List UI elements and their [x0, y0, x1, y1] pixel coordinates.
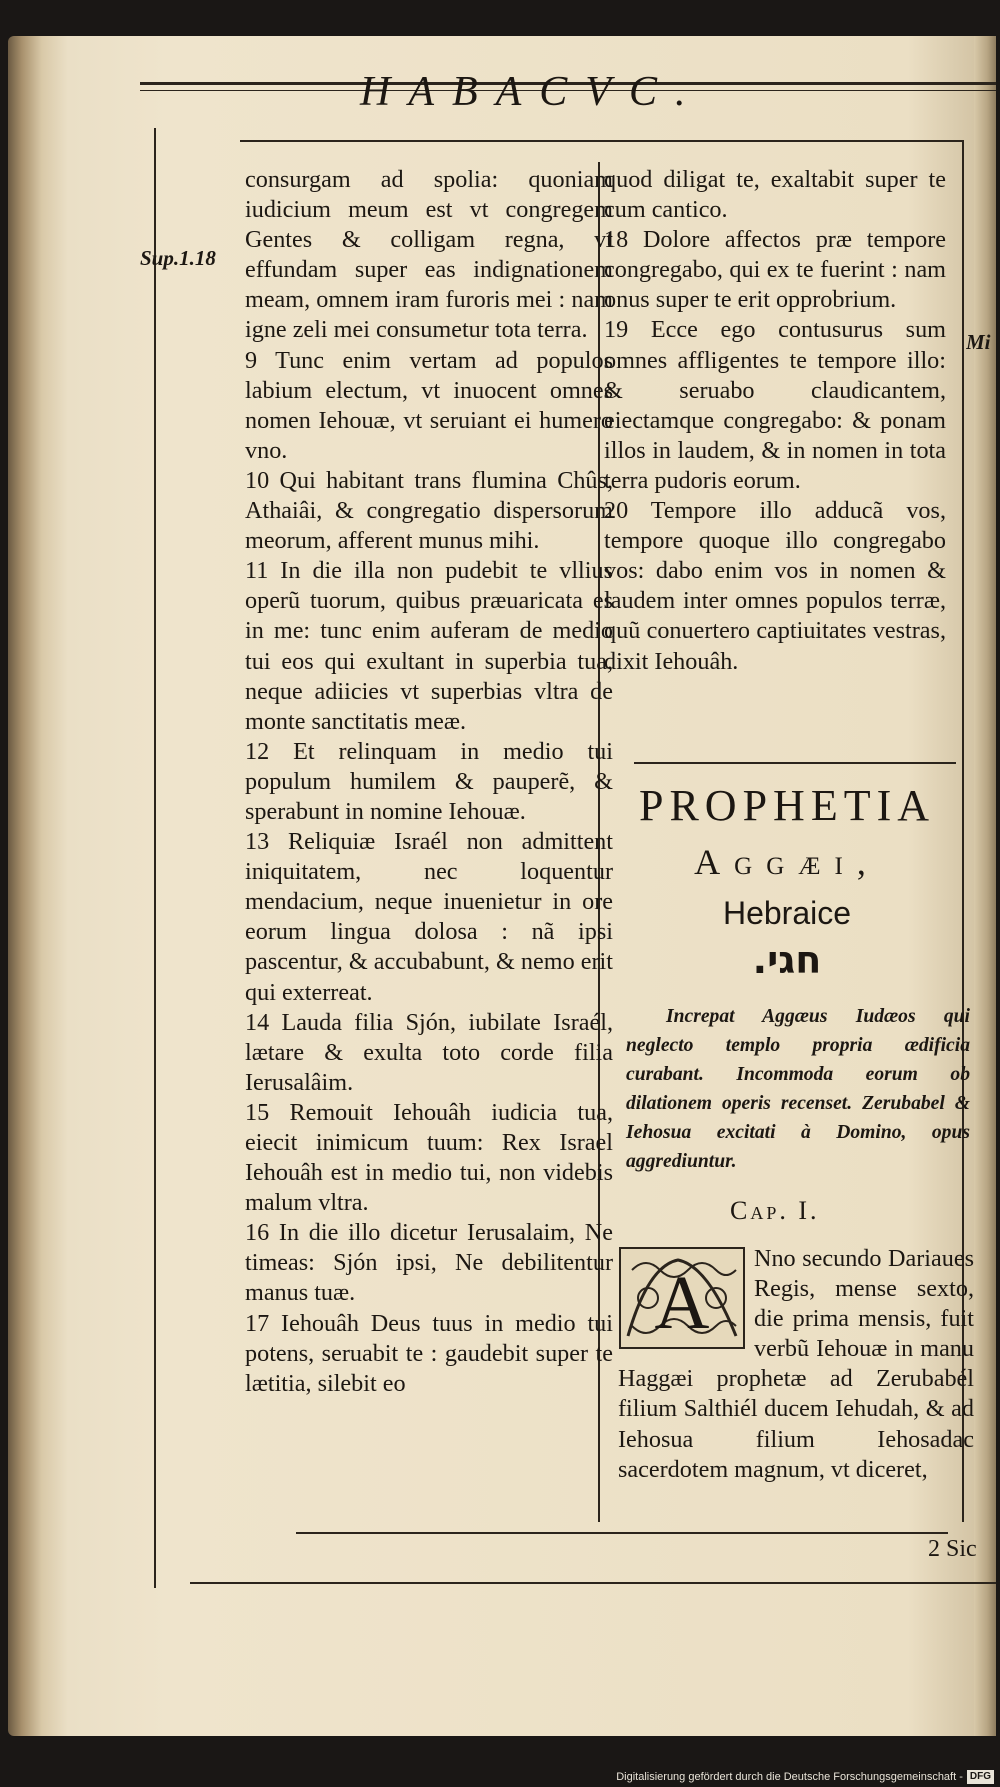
- book-heading: [612, 778, 962, 984]
- chapter-text-block: [618, 1244, 974, 1485]
- decorated-initial: [618, 1246, 746, 1350]
- footer-credit: Digitalisierung gefördert durch die Deutsche Forschungsgemeinschaft -: [616, 1771, 963, 1783]
- heading-aggaei: Aggæi,: [694, 842, 880, 882]
- footer-rule: [190, 1582, 996, 1584]
- header-underline: [240, 140, 962, 142]
- left-frame-line: [154, 128, 156, 1588]
- catchword: 2 Sic: [928, 1536, 977, 1562]
- bottom-rule: [296, 1532, 948, 1534]
- chapter-summary: Increpat Aggæus Iudæos qui neglecto templo propria ædificia curabant. Incommoda eorum ob dilationem operis recenset. Zerubabel & Iehosua excitati à Domino, opus aggrediuntur.: [626, 1006, 970, 1172]
- verse-paragraph: 11 In die illa non pudebit te vllius operũ tuorum, quibus præuaricata es in me: tunc enim auferam de medio tui eos qui exultant in superbia tua, neque adiicies vt superbias vltra de monte sanctitatis meæ.: [245, 557, 613, 735]
- verse-paragraph: 19 Ecce ego contusurus sum omnes affligentes te tempore illo: & seruabo claudicantem, eiectamque congregabo: & ponam illos in laudem, & in nomen in tota terra pudoris eorum.: [604, 316, 946, 494]
- verse-paragraph: 10 Qui habitant trans flumina Chûs, Athaiâi, & congregatio dispersorum meorum, afferent munus mihi.: [245, 466, 613, 555]
- verse-paragraph: 17 Iehouâh Deus tuus in medio tui potens, seruabit te : gaudebit super te lætitia, silebit eo: [245, 1309, 613, 1397]
- digitization-footer: [0, 1767, 1000, 1787]
- verse-paragraph: 16 In die illo dicetur Ierusalaim, Ne timeas: Sjón ipsi, Ne debilitentur manus tuæ.: [245, 1219, 613, 1307]
- chapter-text: Nno secundo Dariaues Regis, mense sexto, die prima mensis, fuit verbũ Iehouæ in manu Haggæi prophetæ ad Zerubabél filium Salthiél ducem Iehudah, & ad Iehosua filium Iehosadac sacerdotem magnum, vt diceret,: [618, 1245, 974, 1483]
- heading-prophetia: PROPHETIA: [638, 781, 936, 830]
- chapter-label: Cap. I.: [730, 1196, 820, 1225]
- running-title: HABACVC.: [360, 69, 704, 115]
- ornamental-initial-icon: [618, 1246, 746, 1350]
- heading-rule: [634, 762, 956, 764]
- right-column: [604, 165, 946, 677]
- verse-paragraph: 12 Et relinquam in medio tui populum humilem & pauperẽ, & sperabunt in nomine Iehouæ.: [245, 737, 613, 825]
- verse-paragraph: 14 Lauda filia Sjón, iubilate Israél, lætare & exulta toto corde filia Ierusalâim.: [245, 1008, 613, 1096]
- verse-paragraph: quod diligat te, exaltabit super te cum cantico.: [604, 166, 946, 224]
- heading-hebrew: חגי.: [752, 938, 822, 982]
- verse-paragraph: 9 Tunc enim vertam ad populos labium electum, vt inuocent omnes nomen Iehouæ, vt seruiant ei humero vno.: [245, 346, 613, 464]
- verse-paragraph: 20 Tempore illo adducã vos, tempore quoque illo congregabo vos: dabo enim vos in nomen & laudem inter omnes populos terræ, quũ conuertero captiuitates vestras, dixit Iehouâh.: [604, 497, 946, 675]
- verse-paragraph: 13 Reliquiæ Israél non admittent iniquitatem, nec loquentur mendacium, neque inuenietur in ore eorum lingua dolosa : nã ipsi pascentur, & accubabunt, & nemo erit qui exterreat.: [245, 828, 613, 1006]
- dfg-logo: DFG: [967, 1770, 994, 1784]
- left-column: [245, 165, 613, 1399]
- margin-note-left: Sup.1.18: [140, 246, 216, 270]
- heading-hebraice: Hebraice: [722, 895, 852, 931]
- verse-paragraph: 18 Dolore affectos præ tempore congregabo, qui ex te fuerint : nam onus super te erit opprobrium.: [604, 226, 946, 314]
- margin-note-right: Mi: [966, 330, 991, 354]
- verse-paragraph: 15 Remouit Iehouâh iudicia tua, eiecit inimicum tuum: Rex Israel Iehouâh est in medio tui, non videbis malum vltra.: [245, 1098, 613, 1217]
- initial-letter: A: [654, 1261, 710, 1345]
- page-edge: [974, 36, 996, 1736]
- verse-paragraph: consurgam ad spolia: quoniam iudicium meum est vt congregem Gentes & colligam regna, vt effundam super eas indignationem meam, omnem iram furoris mei : nam igne zeli mei consumetur tota terra.: [245, 166, 613, 344]
